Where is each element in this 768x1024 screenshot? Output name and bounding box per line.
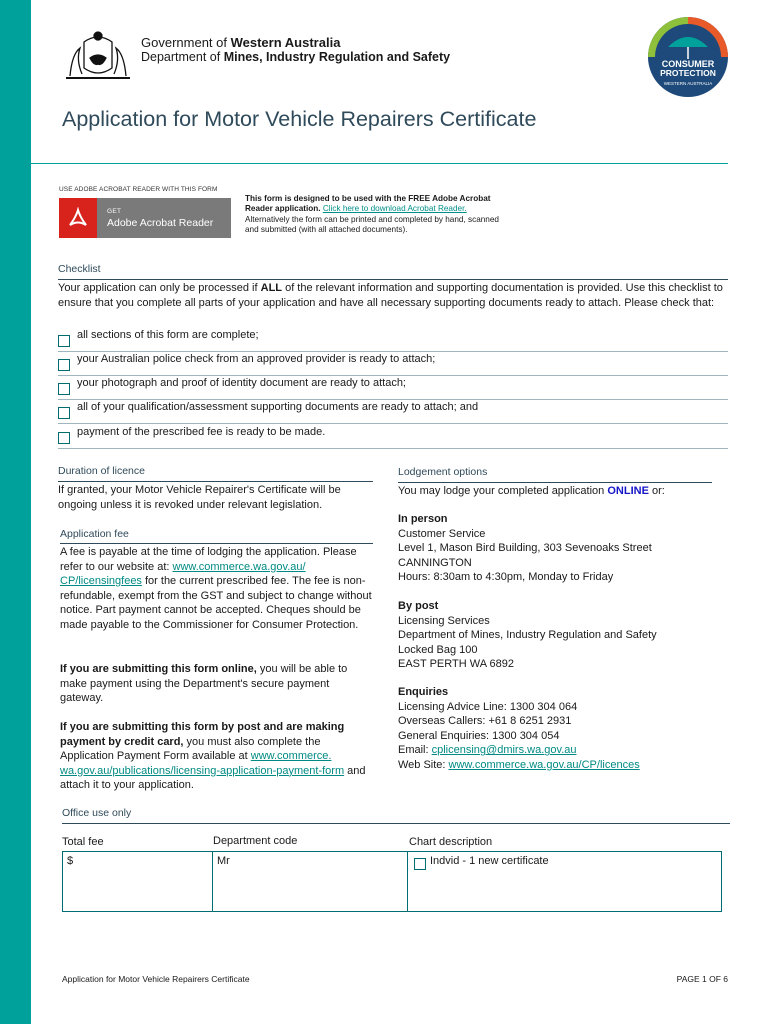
online-link[interactable]: ONLINE	[607, 485, 649, 497]
checklist-item[interactable]: your photograph and proof of identity document are ready to attach;	[58, 377, 728, 400]
acrobat-caption: USE ADOBE ACROBAT READER WITH THIS FORM	[59, 186, 218, 193]
department-code-header: Department code	[213, 835, 298, 847]
email-link[interactable]: cplicensing@dmirs.wa.gov.au	[431, 744, 577, 757]
checklist-item[interactable]: your Australian police check from an approved provider is ready to attach;	[58, 353, 728, 376]
title-divider	[31, 163, 728, 164]
government-name: Government of Western Australia	[141, 35, 341, 50]
fee-heading: Application fee	[60, 528, 129, 540]
page-title: Application for Motor Vehicle Repairers Certificate	[62, 107, 537, 131]
consumer-protection-badge-logo	[646, 15, 730, 99]
checkbox[interactable]	[58, 359, 70, 371]
lodgement-heading: Lodgement options	[398, 466, 488, 478]
fee-paragraph-3: If you are submitting this form by post and are making payment by credit card, you must also complete the Application Payment Form available at www.commerce. wa.gov.au/publications/licensing-application-payment-form and attach it to your application.	[60, 721, 366, 792]
chart-description-field: Indvid - 1 new certificate	[408, 852, 721, 911]
checklist-rule	[58, 279, 728, 280]
checklist-intro: Your application can only be processed if ALL of the relevant information and supporting documentation is provided. Use this checklist to ensure that you complete all parts of your application and have all necessary supporting documents ready to attach. Please check that:	[58, 282, 723, 309]
checklist-heading: Checklist	[58, 263, 101, 275]
checkbox[interactable]	[58, 432, 70, 444]
footer-title: Application for Motor Vehicle Repairers Certificate	[62, 974, 250, 984]
acrobat-product-label: Adobe Acrobat Reader	[107, 216, 214, 229]
duration-rule	[58, 481, 373, 482]
office-use-rule	[62, 823, 730, 824]
duration-text: If granted, your Motor Vehicle Repairer's Certificate will be ongoing unless it is revoked under relevant legislation.	[58, 484, 341, 511]
chart-description-header: Chart description	[409, 836, 493, 848]
acrobat-get-label: GET	[107, 207, 122, 215]
checklist-item[interactable]: all sections of this form are complete;	[58, 329, 728, 352]
fee-rule	[60, 543, 373, 544]
get-acrobat-reader-button[interactable]	[59, 198, 231, 238]
office-use-heading: Office use only	[62, 807, 132, 819]
badge-line3: WESTERN AUSTRALIA	[663, 81, 713, 86]
fee-paragraph-2: If you are submitting this form online, you will be able to make payment using the Department's secure payment gateway.	[60, 663, 348, 705]
in-person-block: In person Customer Service Level 1, Mason Bird Building, 303 Sevenoaks Street CANNINGTON Hours: 8:30am to 4:30pm, Monday to Friday	[398, 513, 652, 584]
total-fee-header: Total fee	[62, 836, 104, 848]
licensing-fees-link[interactable]: www.commerce.wa.gov.au/ CP/licensingfees	[60, 560, 306, 588]
wa-crest-logo	[62, 28, 134, 82]
duration-heading: Duration of licence	[58, 465, 145, 477]
acrobat-note: This form is designed to be used with the FREE Adobe Acrobat Reader application. Click here to download Acrobat Reader. Alternatively the form can be printed and completed by hand, scanned and submitted (with all attached documents).	[245, 194, 499, 234]
lodgement-intro: You may lodge your completed application ONLINE or:	[398, 485, 665, 497]
teal-side-bar	[0, 0, 31, 1024]
total-fee-field[interactable]: $	[63, 852, 213, 911]
download-acrobat-link[interactable]: Click here to download Acrobat Reader.	[322, 204, 467, 214]
checklist-item[interactable]: all of your qualification/assessment supporting documents are ready to attach; and	[58, 401, 728, 424]
checklist-item[interactable]: payment of the prescribed fee is ready to be made.	[58, 426, 728, 449]
badge-line2: PROTECTION	[660, 68, 716, 78]
checkbox[interactable]	[58, 407, 70, 419]
checkbox[interactable]	[58, 383, 70, 395]
page-number: PAGE 1 OF 6	[676, 974, 728, 984]
lodgement-rule	[398, 482, 712, 483]
payment-form-link[interactable]: www.commerce. wa.gov.au/publications/licensing-application-payment-form	[60, 750, 345, 777]
office-use-table	[62, 851, 722, 912]
checkbox[interactable]	[58, 335, 70, 347]
by-post-block: By post Licensing Services Department of Mines, Industry Regulation and Safety Locked Bag 100 EAST PERTH WA 6892	[398, 600, 657, 671]
badge-line1: CONSUMER	[661, 59, 715, 69]
fee-paragraph-1: A fee is payable at the time of lodging the application. Please refer to our website at: www.commerce.wa.gov.au/ CP/licensingfees for the current prescribed fee. The fee is non-refundable, exempt from the GST and subject to change without notice. Part payment cannot be accepted. Cheques should be made payable to the Commissioner for Consumer Protection.	[60, 546, 372, 631]
chart-description-checkbox[interactable]	[414, 858, 426, 870]
acrobat-icon	[59, 198, 97, 238]
enquiries-block: Enquiries Licensing Advice Line: 1300 304 064 Overseas Callers: +61 8 6251 2931 General Enquiries: 1300 304 054 Email: cplicensing@dmirs.wa.gov.au Web Site: www.commerce.wa.gov.au/CP/licences	[398, 686, 640, 771]
department-name: Department of Mines, Industry Regulation and Safety	[141, 50, 451, 64]
department-code-field[interactable]: Mr	[213, 852, 408, 911]
website-link[interactable]: www.commerce.wa.gov.au/CP/licences	[448, 758, 640, 771]
